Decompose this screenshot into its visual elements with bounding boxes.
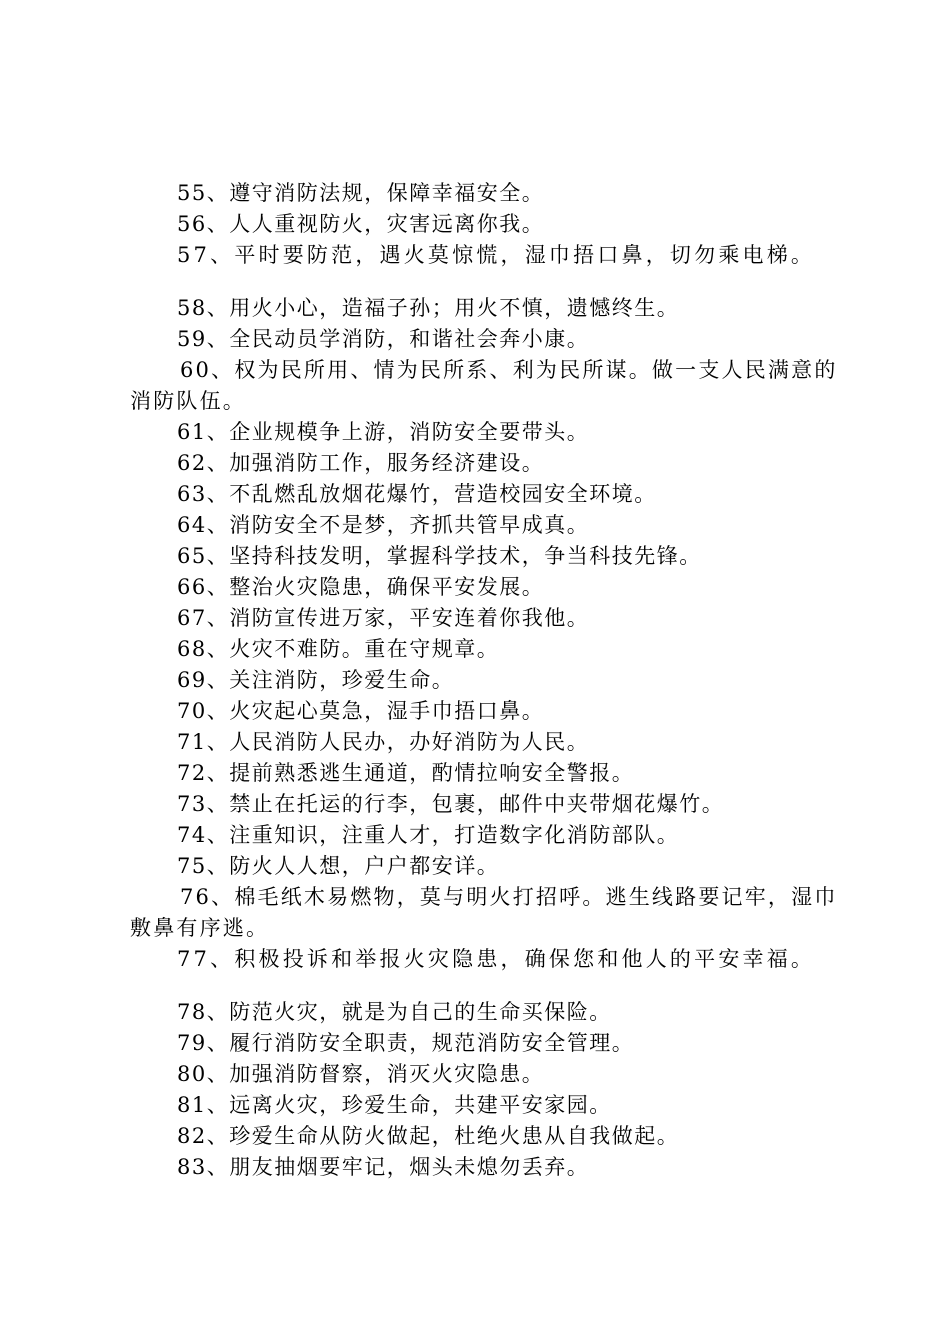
list-item: 70、火灾起心莫急，湿手巾捂口鼻。 (177, 699, 545, 723)
list-item: 55、遵守消防法规，保障幸福安全。 (177, 181, 545, 205)
list-item: 57、平时要防范，遇火莫惊慌，湿巾捂口鼻，切勿乘电梯。 (177, 243, 816, 267)
list-item: 59、全民动员学消防，和谐社会奔小康。 (177, 327, 590, 351)
list-item: 64、消防安全不是梦，齐抓共管早成真。 (177, 513, 590, 537)
list-item: 83、朋友抽烟要牢记，烟头未熄勿丢弃。 (177, 1155, 590, 1179)
list-item: 81、远离火灾，珍爱生命，共建平安家园。 (177, 1093, 612, 1117)
list-item: 74、注重知识，注重人才，打造数字化消防部队。 (177, 823, 680, 847)
list-item: 75、防火人人想，户户都安详。 (177, 854, 500, 878)
list-item: 69、关注消防，珍爱生命。 (177, 668, 455, 692)
paragraph-gap (130, 271, 850, 293)
list-item: 79、履行消防安全职责，规范消防安全管理。 (177, 1031, 635, 1055)
list-item: 72、提前熟悉逃生通道，酌情拉响安全警报。 (177, 761, 635, 785)
list-item: 61、企业规模争上游，消防安全要带头。 (177, 420, 590, 444)
list-item: 65、坚持科技发明，掌握科学技术，争当科技先锋。 (177, 544, 702, 568)
slogan-list (130, 178, 850, 1183)
list-item: 80、加强消防督察，消灭火灾隐患。 (177, 1062, 545, 1086)
paragraph-gap (130, 975, 850, 997)
list-item: 73、禁止在托运的行李，包裹，邮件中夹带烟花爆竹。 (177, 792, 725, 816)
list-item: 56、人人重视防火，灾害远离你我。 (177, 212, 545, 236)
list-item: 62、加强消防工作，服务经济建设。 (177, 451, 545, 475)
list-item: 77、积极投诉和举报火灾隐患，确保您和他人的平安幸福。 (177, 947, 816, 971)
list-item: 71、人民消防人民办，办好消防为人民。 (177, 730, 590, 754)
list-item: 63、不乱燃乱放烟花爆竹，营造校园安全环境。 (177, 482, 657, 506)
list-item: 68、火灾不难防。重在守规章。 (177, 637, 500, 661)
list-item: 67、消防宣传进万家，平安连着你我他。 (177, 606, 590, 630)
list-item: 76、棉毛纸木易燃物，莫与明火打招呼。逃生线路要记牢，湿巾敷鼻有序逃。 (130, 885, 838, 940)
list-item: 60、权为民所用、情为民所系、利为民所谋。做一支人民满意的消防队伍。 (130, 358, 838, 413)
list-item: 66、整治火灾隐患，确保平安发展。 (177, 575, 545, 599)
list-item: 78、防范火灾，就是为自己的生命买保险。 (177, 1000, 612, 1024)
list-item: 82、珍爱生命从防火做起，杜绝火患从自我做起。 (177, 1124, 680, 1148)
list-item: 58、用火小心，造福子孙；用火不慎，遗憾终生。 (177, 296, 680, 320)
